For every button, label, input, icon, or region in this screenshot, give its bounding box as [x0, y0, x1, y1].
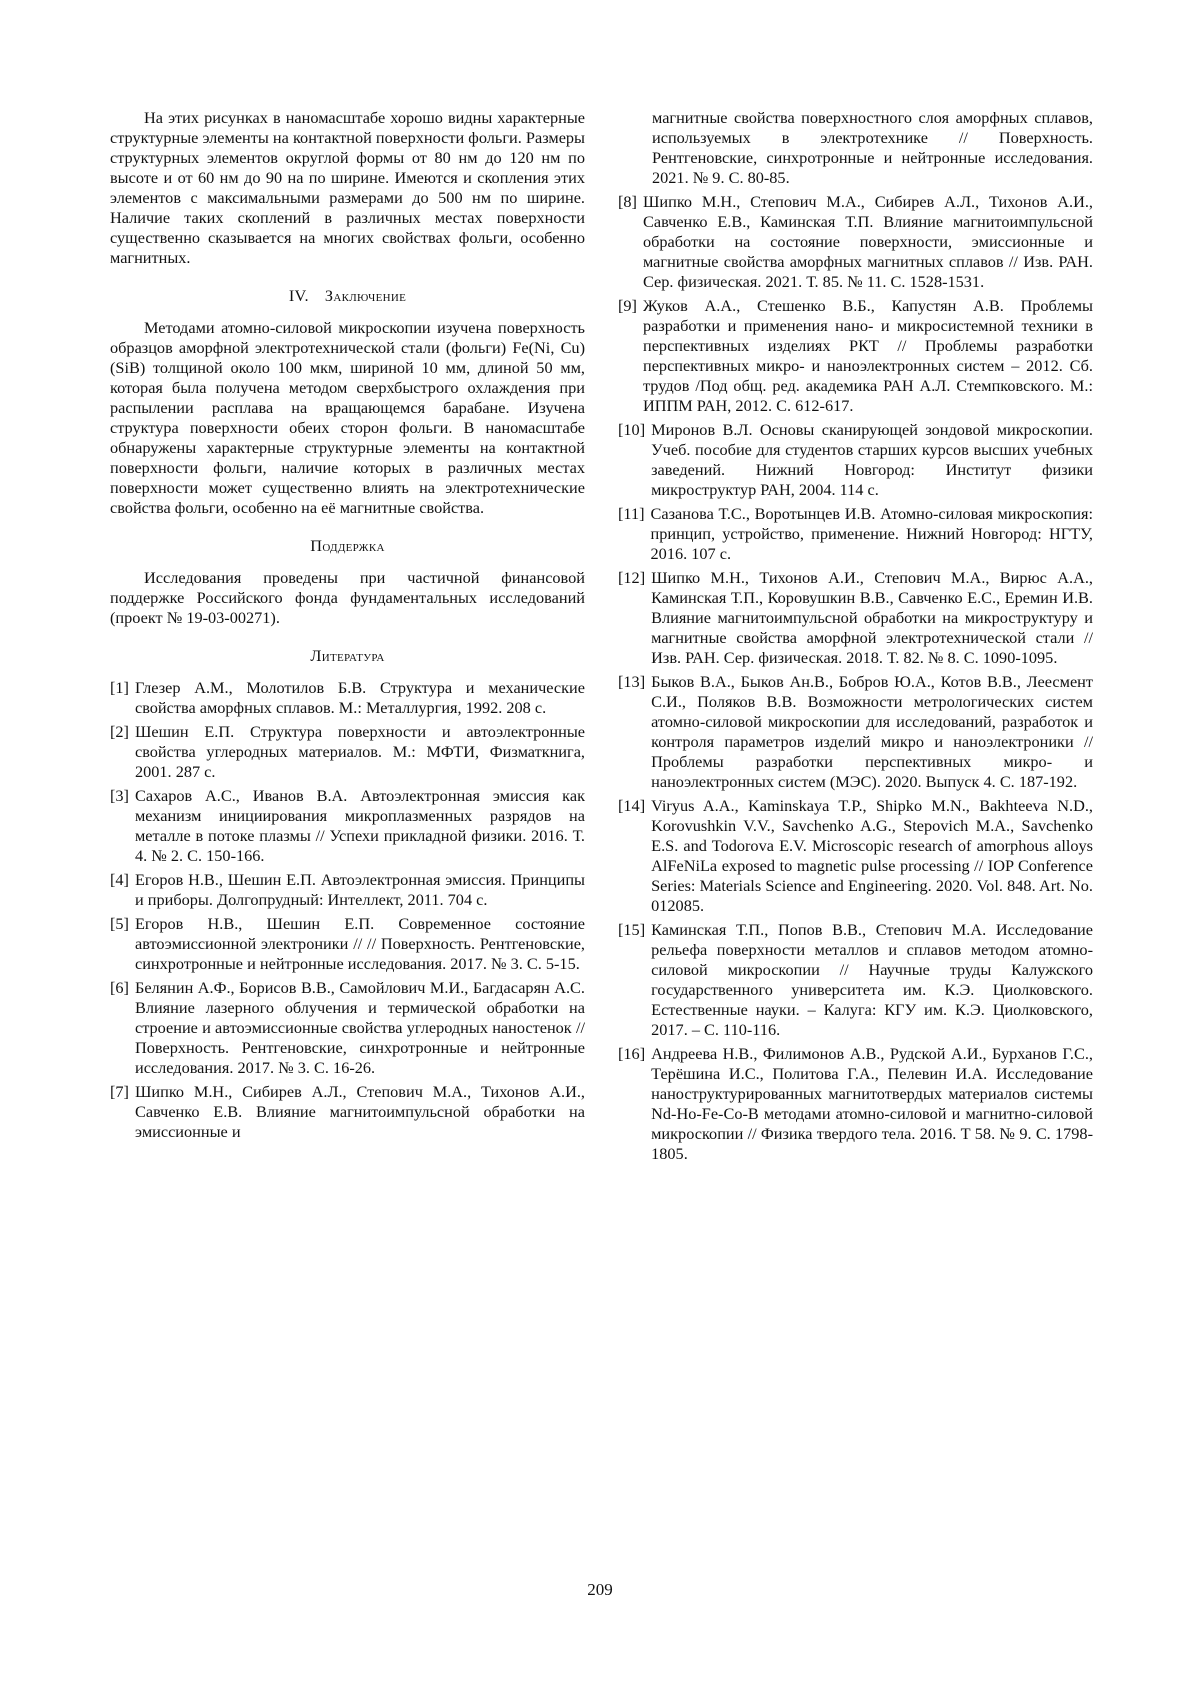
conclusion-heading-label: Заключение [324, 286, 407, 305]
reference-item [618, 192, 1093, 292]
conclusion-paragraph: Методами атомно-силовой микроскопии изучена поверхность образцов аморфной электротехнической стали (фольги) Fe(Ni, Cu)(SiB) толщиной около 100 мкм, шириной 10 мм, длиной 50 мм, которая была получена методом сверхбыстрого охлаждения при распылении расплава на вращающемся барабане. Изучена структура поверхности обеих сторон фольги. В наномасштабе обнаружены характерные структурные элементы на контактной поверхности фольги, наличие которых в различных местах поверхности может существенно влиять на электротехнические свойства фольги, особенно на её магнитные свойства. [110, 318, 585, 517]
reference-text: Шипко М.Н., Сибирев А.Л., Степович М.А., Тихонов А.И., Савченко Е.В. Влияние магнитоимпульсной обработки на эмиссионные и [134, 1082, 585, 1141]
reference-number: [7] [110, 1082, 129, 1101]
reference-text: Егоров Н.В., Шешин Е.П. Современное состояние автоэмиссионной электроники // // Поверхность. Рентгеновские, синхротронные и нейтронные исследования. 2017. № 3. С. 5-15. [134, 914, 585, 973]
reference-number: [11] [618, 504, 645, 523]
reference-number: [10] [618, 420, 646, 439]
references-heading: Литература [310, 646, 385, 665]
reference-number: [6] [110, 978, 129, 997]
reference-item [618, 1044, 1093, 1164]
reference-item [618, 296, 1093, 416]
reference-number: [15] [618, 920, 646, 939]
reference-number: [14] [618, 796, 646, 815]
reference-number: [4] [110, 870, 129, 889]
reference-number: [5] [110, 914, 129, 933]
reference-number: [1] [110, 678, 129, 697]
conclusion-heading [110, 286, 585, 306]
reference-text: Жуков А.А., Стешенко В.Б., Капустян А.В. Проблемы разработки и применения нано- и микросистемной техники в перспективных изделиях РКТ // Проблемы разработки перспективных микро- и наноэлектронных систем – 2012. Сб. трудов /Под общ. ред. академика РАН А.Л. Стемпковского. М.: ИППМ РАН, 2012. С. 612-617. [642, 296, 1093, 415]
reference-item [618, 920, 1093, 1040]
reference-item [110, 722, 585, 782]
reference-text: Сахаров А.С., Иванов В.А. Автоэлектронная эмиссия как механизм инициирования микроплазменных разрядов на металле в потоке плазмы // Успехи прикладной физики. 2016. Т. 4. № 2. С. 150-166. [134, 786, 585, 865]
reference-item [110, 870, 585, 910]
reference-number: [3] [110, 786, 129, 805]
reference-text: Егоров Н.В., Шешин Е.П. Автоэлектронная эмиссия. Принципы и приборы. Долгопрудный: Интеллект, 2011. 704 с. [134, 870, 585, 909]
reference-item [618, 568, 1093, 668]
reference-item [618, 504, 1093, 564]
reference-text: Каминская Т.П., Попов В.В., Степович М.А. Исследование рельефа поверхности металлов и сплавов методом атомно-силовой микроскопии // Научные труды Калужского государственного университета им. К.Э. Циолковского. Естественные науки. – Калуга: КГУ им. К.Э. Циолковского, 2017. – С. 110-116. [651, 920, 1093, 1039]
reference-item [618, 672, 1093, 792]
reference-number: [2] [110, 722, 129, 741]
reference-item [110, 914, 585, 974]
reference-number: [16] [618, 1044, 646, 1063]
reference-continuation: магнитные свойства поверхностного слоя аморфных сплавов, используемых в электротехнике // Поверхность. Рентгеновские, синхротронные и нейтронные исследования. 2021. № 9. С. 80-85. [652, 108, 1093, 187]
page-number: 209 [587, 1580, 613, 1599]
reference-text: Шипко М.Н., Степович М.А., Сибирев А.Л., Тихонов А.И., Савченко Е.В., Каминская Т.П. Влияние магнитоимпульсной обработки на состояние поверхности, эмиссионные и магнитные свойства аморфных магнитных сплавов // Изв. РАН. Сер. физическая. 2021. Т. 85. № 11. С. 1528-1531. [642, 192, 1093, 291]
reference-text: Глезер А.М., Молотилов Б.В. Структура и механические свойства аморфных сплавов. М.: Металлургия, 1992. 208 с. [134, 678, 585, 717]
reference-number: [12] [618, 568, 646, 587]
reference-text: Миронов В.Л. Основы сканирующей зондовой микроскопии. Учеб. пособие для студентов старших курсов высших учебных заведений. Нижний Новгород: Институт физики микроструктур РАН, 2004. 114 с. [651, 420, 1093, 499]
intro-paragraph: На этих рисунках в наномасштабе хорошо видны характерные структурные элементы на контактной поверхности фольги. Размеры структурных элементов округлой формы от 80 нм до 120 нм по высоте и от 60 нм до 90 на по ширине. Имеются и скопления этих элементов с максимальными размерами до 500 нм по ширине. Наличие таких скоплений в различных местах поверхности существенно сказывается на многих свойствах фольги, особенно магнитных. [110, 108, 585, 267]
reference-item [110, 678, 585, 718]
reference-item [110, 978, 585, 1078]
support-heading: Поддержка [310, 536, 385, 555]
support-paragraph: Исследования проведены при частичной финансовой поддержке Российского фонда фундаментальных исследований (проект № 19-03-00271). [110, 568, 585, 627]
conclusion-heading-number: IV. [288, 286, 309, 305]
reference-item [110, 786, 585, 866]
reference-item [618, 796, 1093, 916]
reference-text: Быков В.А., Быков Ан.В., Бобров Ю.А., Котов В.В., Леесмент С.И., Поляков В.В. Возможности метрологических систем атомно-силовой микроскопии для исследований, разработок и контроля параметров изделий микро и наноэлектроники // Проблемы разработки перспективных микро- и наноэлектронных систем (МЭС). 2020. Выпуск 4. С. 187-192. [651, 672, 1093, 791]
reference-text: Шешин Е.П. Структура поверхности и автоэлектронные свойства углеродных материалов. М.: МФТИ, Физматкнига, 2001. 287 с. [134, 722, 585, 781]
reference-item [618, 420, 1093, 500]
reference-text: Шипко М.Н., Тихонов А.И., Степович М.А., Вирюс А.А., Каминская Т.П., Коровушкин В.В., Савченко Е.С., Еремин И.В. Влияние магнитоимпульсной обработки на микроструктуру и магнитные свойства аморфной электротехнической стали // Изв. РАН. Сер. физическая. 2018. Т. 82. № 8. С. 1090-1095. [651, 568, 1093, 667]
right-column [618, 108, 1093, 1168]
reference-text: Сазанова Т.С., Воротынцев И.В. Атомно-силовая микроскопия: принцип, устройство, применение. Нижний Новгород: НГТУ, 2016. 107 с. [650, 504, 1093, 563]
reference-text: Белянин А.Ф., Борисов В.В., Самойлович М.И., Багдасарян А.С. Влияние лазерного облучения и термической обработки на строение и автоэмиссионные свойства углеродных наностенок // Поверхность. Рентгеновские, синхротронные и нейтронные исследования. 2017. № 3. С. 16-26. [134, 978, 585, 1077]
reference-text: Viryus A.A., Kaminskaya T.P., Shipko M.N., Bakhteeva N.D., Korovushkin V.V., Savchenko A.G., Stepovich M.A., Savchenko E.S. and Todorova E.V. Microscopic research of amorphous alloys AlFeNiLa exposed to magnetic pulse processing // IOP Conference Series: Materials Science and Engineering. 2020. Vol. 848. Art. No. 012085. [651, 796, 1093, 915]
reference-text: Андреева Н.В., Филимонов А.В., Рудской А.И., Бурханов Г.С., Терёшина И.С., Политова Г.А., Пелевин И.А. Исследование наноструктурированных магнитотвердых материалов системы Nd-Ho-Fe-Co-B методами атомно-силовой и магнитно-силовой микроскопии // Физика твердого тела. 2016. Т 58. № 9. С. 1798-1805. [651, 1044, 1093, 1163]
reference-item [110, 1082, 585, 1142]
reference-number: [9] [618, 296, 637, 315]
reference-number: [8] [618, 192, 637, 211]
reference-number: [13] [618, 672, 646, 691]
left-column [110, 108, 585, 1146]
